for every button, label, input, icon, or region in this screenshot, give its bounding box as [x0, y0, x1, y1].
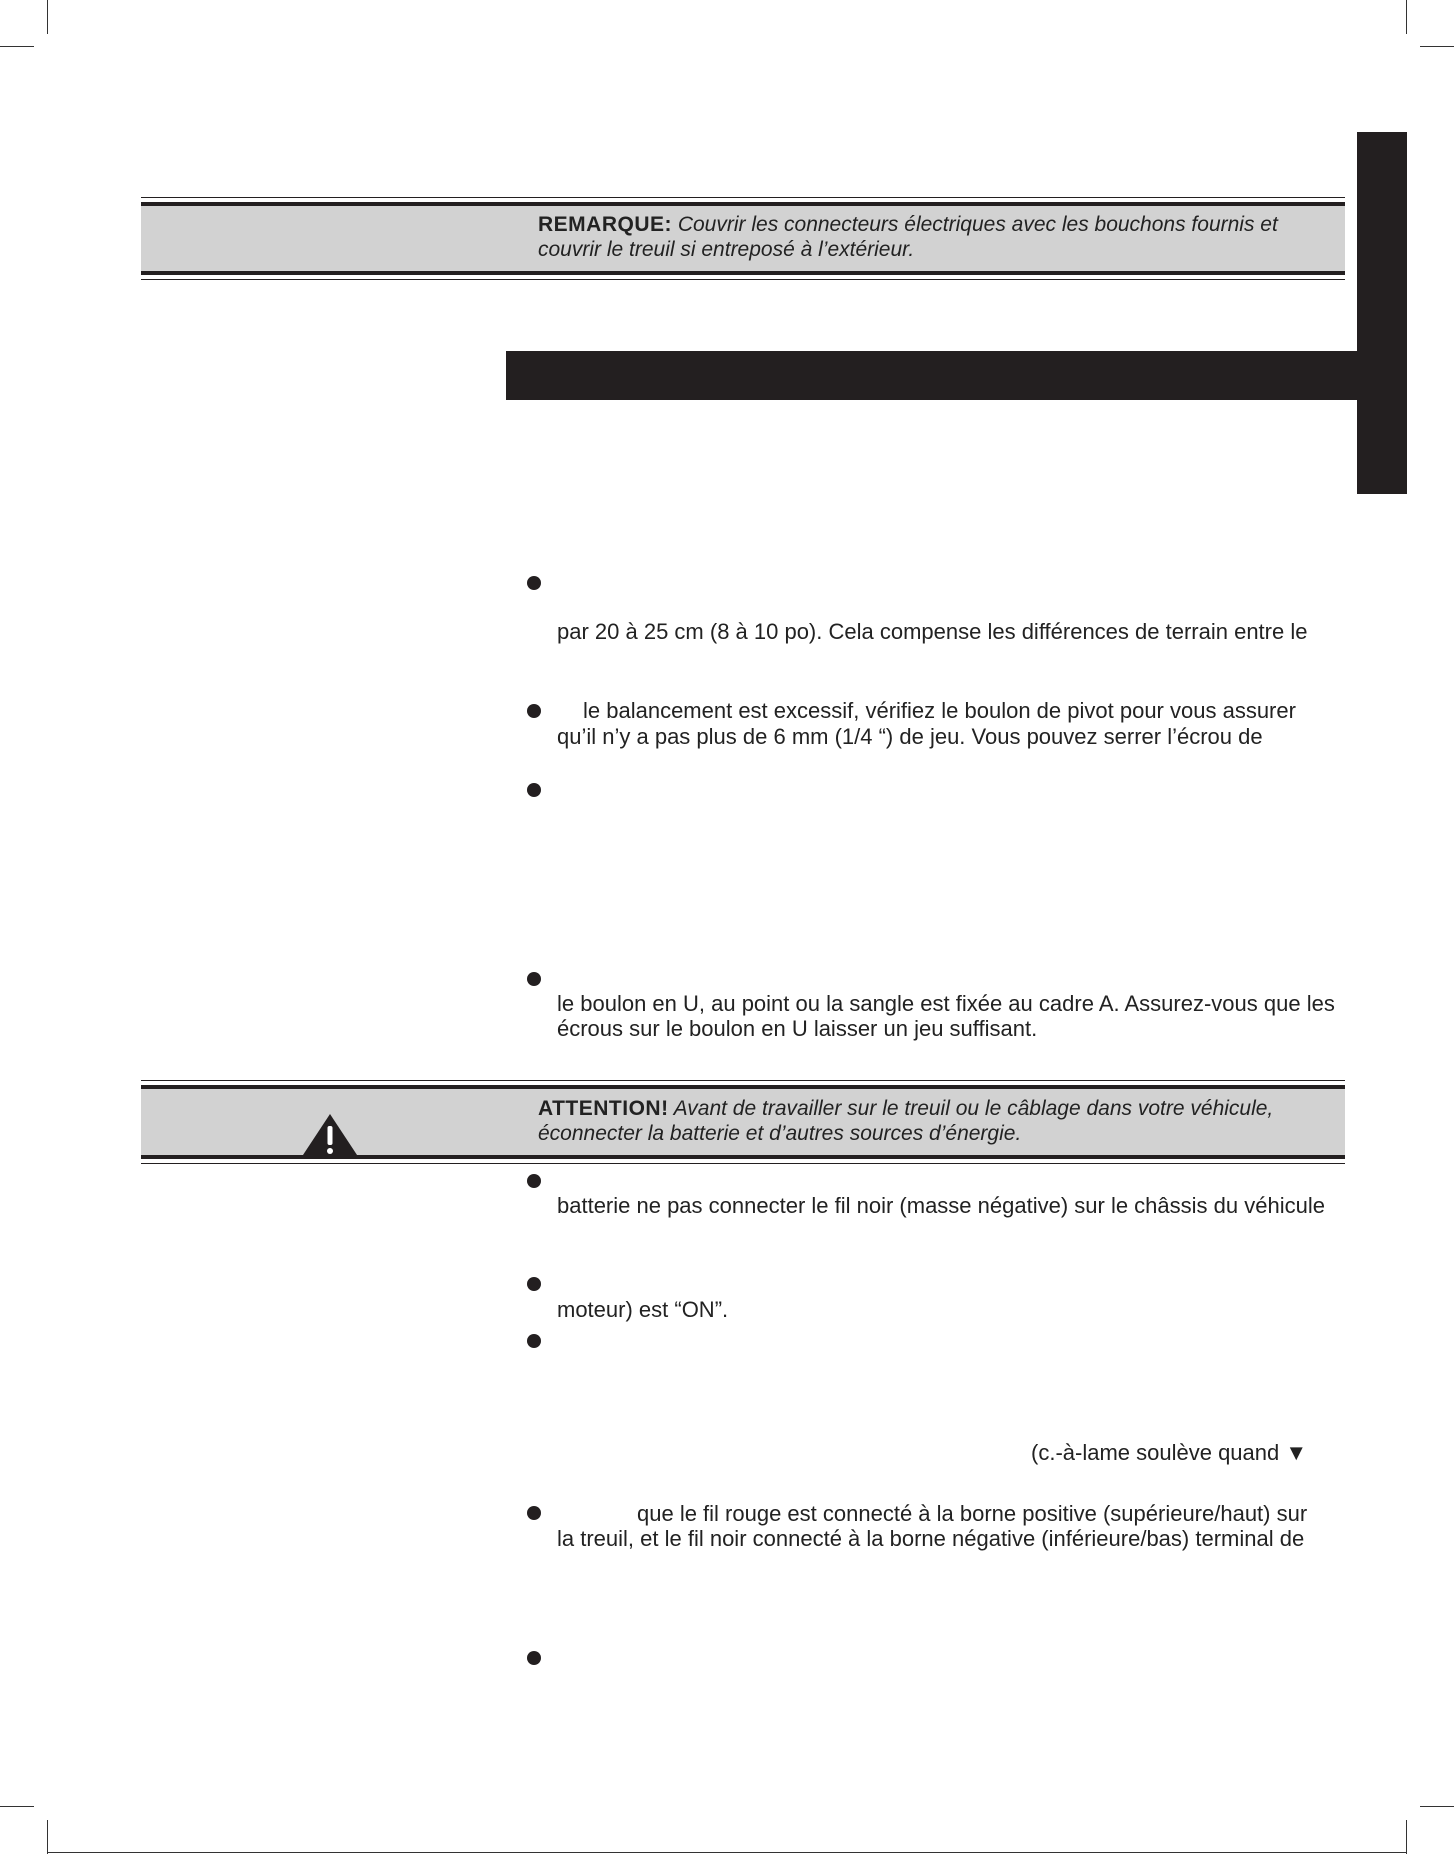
body-text-line: que le fil rouge est connecté à la borne positive (supérieure/haut) sur: [637, 1501, 1308, 1526]
body-text-line: qu’il n’y a pas plus de 6 mm (1/4 “) de jeu. Vous pouvez serrer l’écrou de: [557, 724, 1263, 749]
remarque-notice-text: [538, 212, 1328, 262]
crop-mark: [0, 46, 34, 47]
crop-mark: [1406, 1820, 1407, 1854]
body-text-line: écrous sur le boulon en U laisser un jeu suffisant.: [557, 1016, 1038, 1041]
crop-mark: [1406, 0, 1407, 34]
body-text-line: le balancement est excessif, vérifiez le boulon de pivot pour vous assurer: [583, 698, 1296, 723]
remarque-label: REMARQUE:: [538, 213, 672, 236]
remarque-notice-box: [141, 202, 1345, 275]
crop-mark: [47, 1820, 48, 1854]
attention-notice-text: [538, 1096, 1328, 1146]
bullet-icon: [527, 1334, 541, 1348]
bullet-icon: [527, 783, 541, 797]
body-text-line: moteur) est “ON”.: [557, 1297, 729, 1322]
bullet-icon: [527, 1277, 541, 1291]
body-text-line: (c.-à-lame soulève quand ▼: [1031, 1440, 1308, 1465]
remarque-body: Couvrir les connecteurs électriques avec les bouchons fournis et couvrir le treuil si entreposé à l’extérieur.: [538, 213, 1278, 261]
section-side-tab: [1357, 132, 1407, 494]
bullet-icon: [527, 1651, 541, 1665]
warning-triangle-icon: [299, 1112, 361, 1160]
crop-mark: [0, 1806, 34, 1807]
crop-mark: [1420, 46, 1454, 47]
attention-label: ATTENTION!: [538, 1097, 669, 1120]
attention-notice-box: [141, 1085, 1345, 1159]
bullet-icon: [527, 576, 541, 590]
bullet-icon: [527, 1506, 541, 1520]
trim-line: [47, 1852, 1407, 1853]
crop-mark: [1420, 1806, 1454, 1807]
body-text-line: batterie ne pas connecter le fil noir (masse négative) sur le châssis du véhicule: [557, 1193, 1325, 1218]
bullet-icon: [527, 972, 541, 986]
body-text-line: la treuil, et le fil noir connecté à la borne négative (inférieure/bas) terminal de: [557, 1526, 1305, 1551]
attention-body: Avant de travailler sur le treuil ou le câblage dans votre véhicule, éconnecter la batterie et d’autres sources d’énergie.: [538, 1097, 1274, 1145]
body-text-line: le boulon en U, au point ou la sangle est fixée au cadre A. Assurez-vous que les: [557, 991, 1335, 1016]
bullet-icon: [527, 704, 541, 718]
bullet-icon: [527, 1174, 541, 1188]
crop-mark: [47, 0, 48, 34]
body-text-line: par 20 à 25 cm (8 à 10 po). Cela compense les différences de terrain entre le: [557, 619, 1308, 644]
section-header-bar: [506, 351, 1357, 400]
